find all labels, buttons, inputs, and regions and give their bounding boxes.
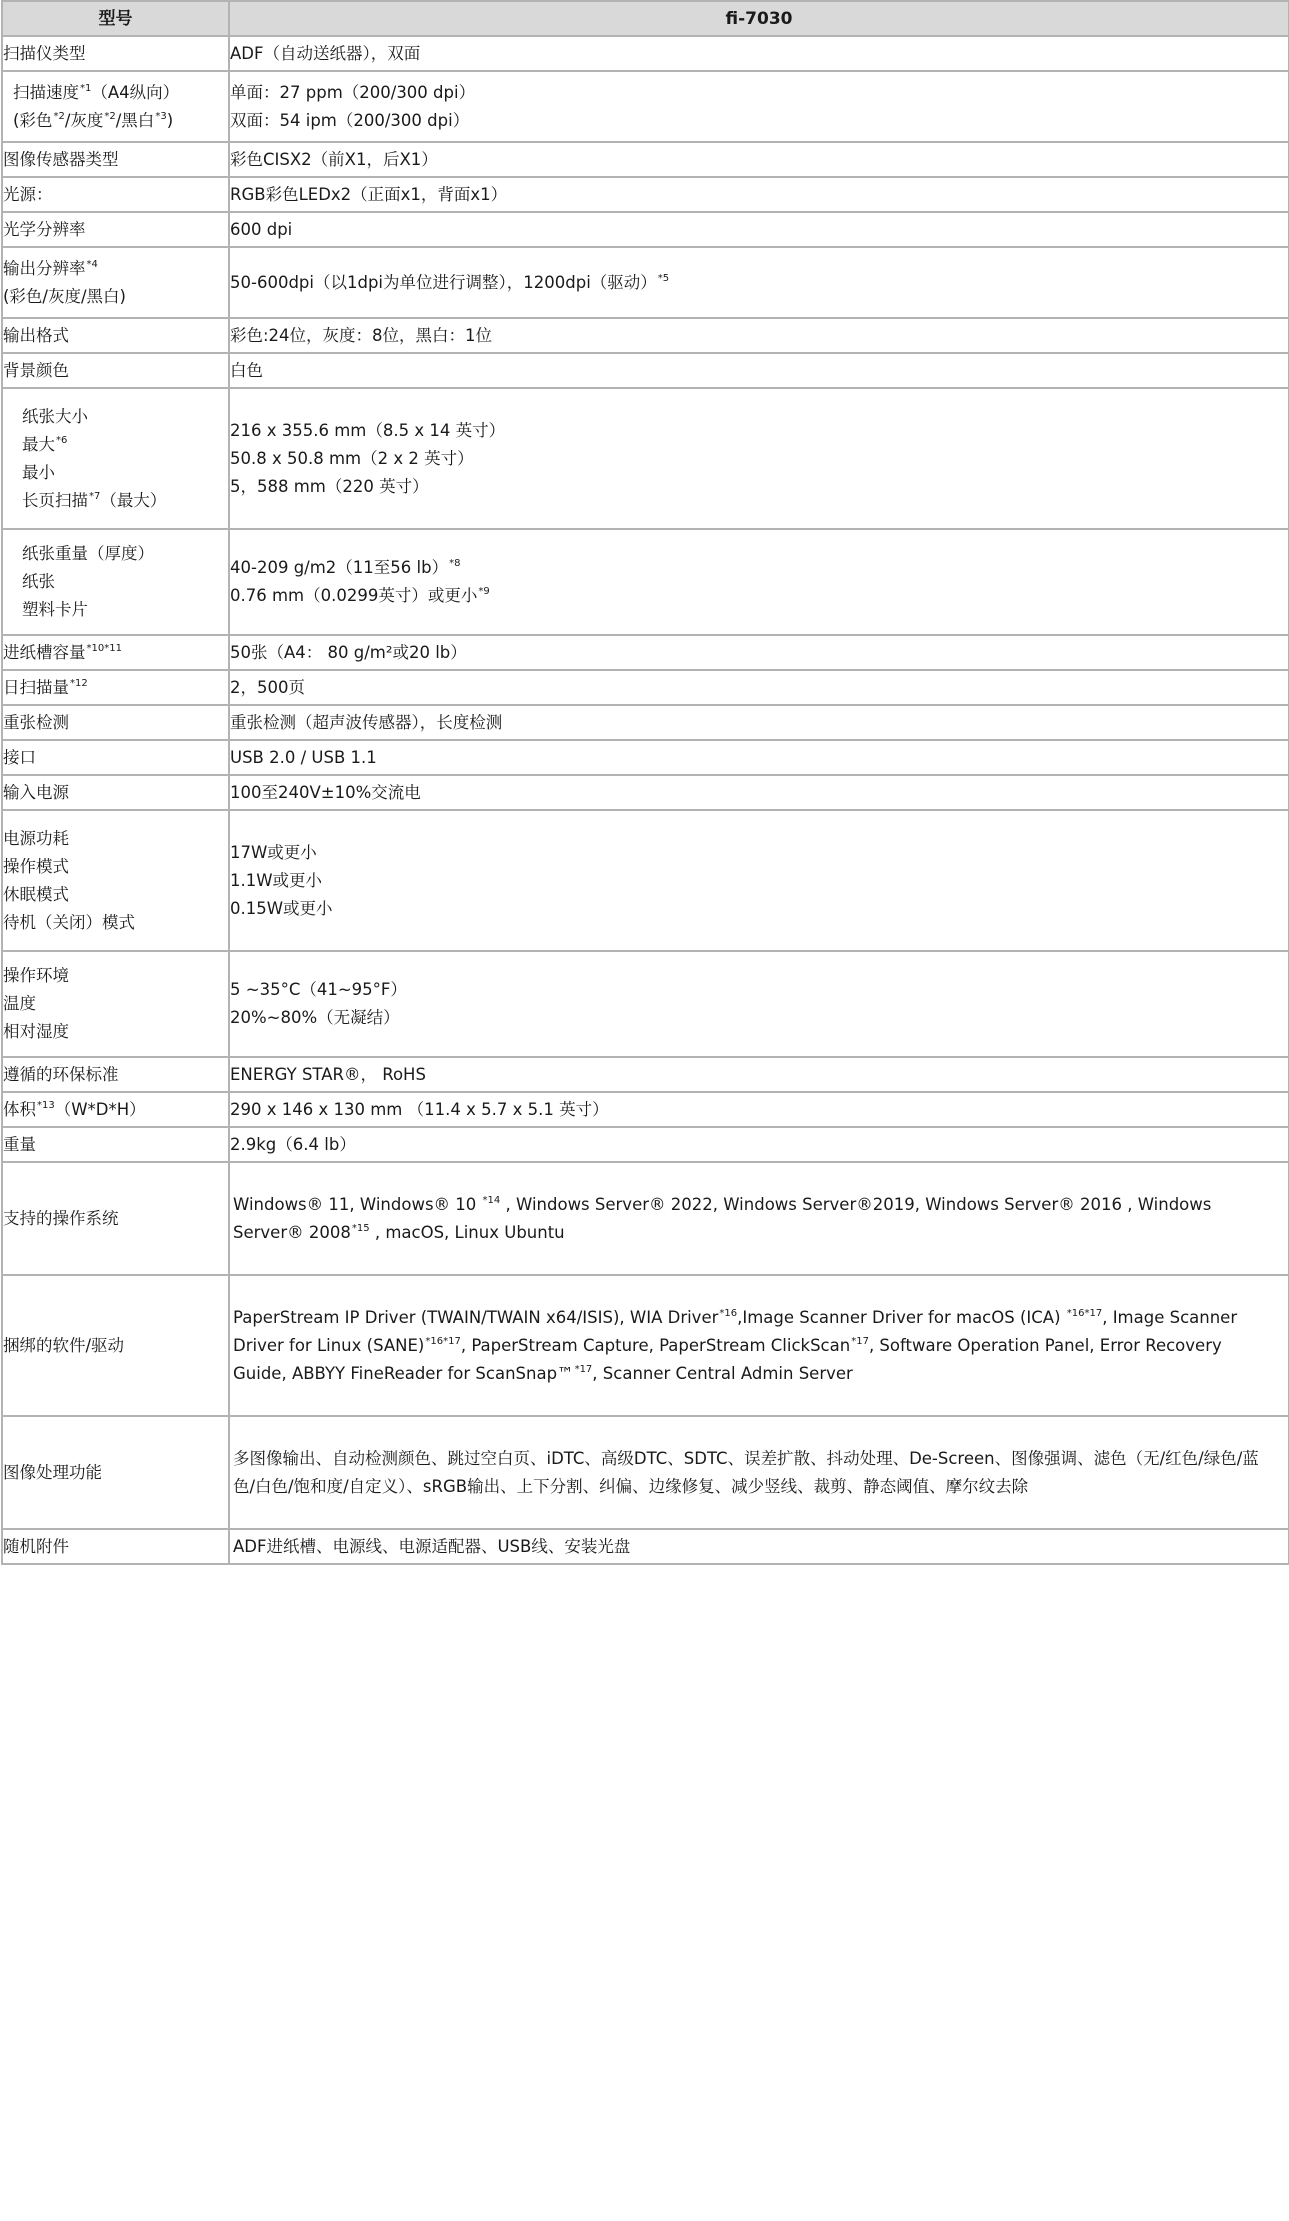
table-row [2,1275,1289,1416]
row-label: 遵循的环保标准 [2,1057,229,1092]
row-label: 图像处理功能 [2,1416,229,1529]
table-row [2,388,1289,529]
row-value: ADF（自动送纸器），双面 [229,36,1289,71]
row-value: 50-600dpi（以1dpi为单位进行调整），1200dpi（驱动）$^{*5}$ [229,247,1289,318]
row-label: 纸张重量（厚度） 纸张 塑料卡片 [2,529,229,635]
header-product: fi-7030 [229,1,1289,36]
row-value: 白色 [229,353,1289,388]
row-value: 重张检测（超声波传感器），长度检测 [229,705,1289,740]
row-label: 支持的操作系统 [2,1162,229,1275]
spec-table [1,0,1289,1565]
table-row [2,1529,1289,1564]
row-value: 彩色CISX2（前X1，后X1） [229,142,1289,177]
row-label: 捆绑的软件/驱动 [2,1275,229,1416]
row-value: Windows® 11, Windows® 10 $^{*14}$ , Windows Server® 2022, Windows Server®2019, Windows Server® 2016 , Windows Server® 2008$^{*15}$ , macOS, Linux Ubuntu [229,1162,1289,1275]
table-row [2,705,1289,740]
table-row [2,810,1289,951]
row-value: 17W或更小 1.1W或更小 0.15W或更小 [229,810,1289,951]
row-label: 纸张大小 最大$^{*6}$ 最小 长页扫描$^{*7}$（最大） [2,388,229,529]
header-row [2,1,1289,36]
row-label: 接口 [2,740,229,775]
row-value: 单面：27 ppm（200/300 dpi） 双面：54 ipm（200/300 dpi） [229,71,1289,142]
row-label: 输出格式 [2,318,229,353]
table-row [2,318,1289,353]
row-label: 输出分辨率$^{*4}$ (彩色/灰度/黑白) [2,247,229,318]
row-value: RGB彩色LEDx2（正面x1，背面x1） [229,177,1289,212]
row-value: 600 dpi [229,212,1289,247]
table-row [2,1127,1289,1162]
row-value: 5 ~35°C（41~95°F） 20%~80%（无凝结） [229,951,1289,1057]
row-label: 重量 [2,1127,229,1162]
row-value: 216 x 355.6 mm（8.5 x 14 英寸） 50.8 x 50.8 mm（2 x 2 英寸） 5，588 mm（220 英寸） [229,388,1289,529]
table-row [2,247,1289,318]
row-label: 扫描仪类型 [2,36,229,71]
table-row [2,775,1289,810]
table-row [2,353,1289,388]
row-value: PaperStream IP Driver (TWAIN/TWAIN x64/ISIS), WIA Driver$^{*16}$,Image Scanner Driver for macOS (ICA) $^{*16*17}$, Image Scanner Driver for Linux (SANE)$^{*16*17}$, PaperStream Capture, PaperStream ClickScan$^{*17}$, Software Operation Panel, Error Recovery Guide, ABBYY FineReader for ScanSnap™$^{*17}$, Scanner Central Admin Server [229,1275,1289,1416]
row-value: 50张（A4： 80 g/m²或20 lb） [229,635,1289,670]
row-value: ADF进纸槽、电源线、电源适配器、USB线、安装光盘 [229,1529,1289,1564]
row-label: 操作环境 温度 相对湿度 [2,951,229,1057]
table-row [2,529,1289,635]
row-value: ENERGY STAR®， RoHS [229,1057,1289,1092]
table-row [2,212,1289,247]
row-label: 体积$^{*13}$（W*D*H） [2,1092,229,1127]
table-row [2,71,1289,142]
table-row [2,670,1289,705]
row-value: 40-209 g/m2（11至56 lb）$^{*8}$ 0.76 mm（0.0299英寸）或更小$^{*9}$ [229,529,1289,635]
row-label: 随机附件 [2,1529,229,1564]
table-row [2,1092,1289,1127]
header-model: 型号 [2,1,229,36]
row-label: 图像传感器类型 [2,142,229,177]
row-label: 扫描速度$^{*1}$（A4纵向） (彩色$^{*2}$/灰度$^{*2}$/黑白$^{*3}$) [2,71,229,142]
table-row [2,740,1289,775]
row-label: 光源： [2,177,229,212]
row-value: USB 2.0 / USB 1.1 [229,740,1289,775]
table-row [2,1416,1289,1529]
row-label: 进纸槽容量$^{*10*11}$ [2,635,229,670]
row-value: 多图像输出、自动检测颜色、跳过空白页、iDTC、高级DTC、SDTC、误差扩散、抖动处理、De-Screen、图像强调、滤色（无/红色/绿色/蓝色/白色/饱和度/自定义）、sRGB输出、上下分割、纠偏、边缘修复、减少竖线、裁剪、静态阈值、摩尔纹去除 [229,1416,1289,1529]
row-value: 彩色:24位，灰度：8位，黑白：1位 [229,318,1289,353]
row-label: 电源功耗 操作模式 休眠模式 待机（关闭）模式 [2,810,229,951]
table-row [2,951,1289,1057]
row-label: 光学分辨率 [2,212,229,247]
row-value: 2.9kg（6.4 lb） [229,1127,1289,1162]
table-row [2,177,1289,212]
table-row [2,635,1289,670]
row-label: 背景颜色 [2,353,229,388]
table-row [2,1162,1289,1275]
row-value: 2，500页 [229,670,1289,705]
table-row [2,142,1289,177]
table-row [2,36,1289,71]
row-label: 重张检测 [2,705,229,740]
row-label: 输入电源 [2,775,229,810]
row-label: 日扫描量$^{*12}$ [2,670,229,705]
row-value: 100至240V±10%交流电 [229,775,1289,810]
table-row [2,1057,1289,1092]
row-value: 290 x 146 x 130 mm （11.4 x 5.7 x 5.1 英寸） [229,1092,1289,1127]
